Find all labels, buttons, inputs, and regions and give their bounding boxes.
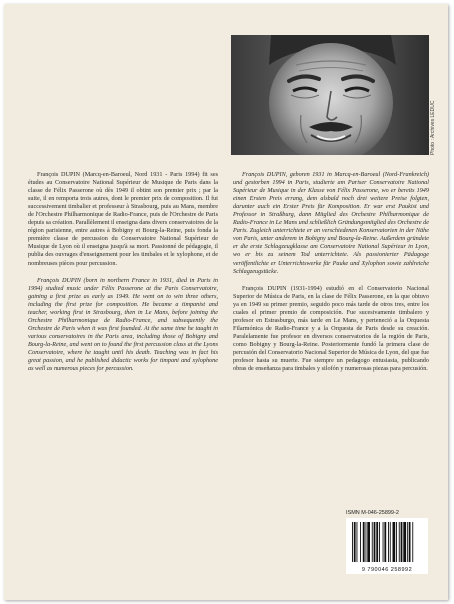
barcode-bar bbox=[393, 522, 396, 562]
barcode-bar bbox=[367, 522, 370, 562]
barcode-bar bbox=[360, 522, 361, 562]
barcode-bar bbox=[352, 522, 353, 562]
barcode-bar bbox=[372, 522, 373, 562]
left-text-column bbox=[28, 171, 218, 382]
barcode-bar bbox=[396, 522, 397, 562]
barcode-bar bbox=[383, 522, 384, 562]
barcode-bar bbox=[354, 522, 356, 562]
barcode-bars bbox=[346, 518, 428, 566]
biography-german: François DUPIN, geboren 1931 in Marcq-en-Baroeul (Nord-Frankreich) und gestorben 1994 in Paris, studierte am Pariser Conservatoire National Supérieur de Musique in der Klasse von Félix Passerone, wo er bereits 1949 einen Ersten Preis errang, dem alsbald noch drei weitere Preise folgten, darunter auch ein Erster Preis für Komposition. Er war erst Paukist und Professor in Straßburg, dann Mitglied des Orchestre Philharmonique de Radio-France in Le Mans und schließlich Gründungsmitglied des Orchestre de Paris. Zugleich unterrichtete er an verschiedenen Konservatorien in der Nähe von Paris, unter anderem in Bobigny und Bourg-la-Reine. Außerdem gründete er die erste Schlagzeugklasse am Conservatoire National Supérieur in Lyon, wo er bis zu seinem Tod unterrichtete. Als passionierter Pädagoge veröffentlichte er Unterrichtswerke für Pauke und Xylophon sowie zahlreiche Schlagzeugstücke. bbox=[233, 171, 429, 275]
right-text-column bbox=[233, 171, 429, 382]
barcode-bar bbox=[379, 522, 380, 562]
biography-spanish: François DUPIN (1931-1994) estudió en el Conservatorio Nacional Superior de Música de Paris, en la clase de Félix Passerone, en la que obtuvo ya en 1949 su primer premio, seguido poco más tarde de otros tres, entre los cuales el primer premio de composición. Fue sucesivamente timbalero y profesor en Estrasburgo, más tarde en Le Mans, y perteneció a la Orquesta Filarmónica de Radio-France y a la Orquesta de Paris desde su creación. Paralelamente fue profesor en diversos conservatorios de la región de Paris, como Bobigny y Bourg-la-Reine. Posteriormente fundó la primera clase de percusión del Conservatorio Nacional Superior de Música de Lyon, del que fue profesor hasta su muerte. Fue siempre un pedagogo entusiasta, publicando obras de enseñanza para timbales y silofón y numerosas piezas para percusión. bbox=[233, 284, 429, 373]
barcode-bar bbox=[401, 522, 403, 562]
barcode-number: 9 790046 258992 bbox=[361, 567, 413, 573]
barcode-bar bbox=[357, 522, 358, 562]
barcode-bar bbox=[384, 522, 386, 562]
composer-portrait-photo bbox=[231, 35, 429, 155]
barcode-bar bbox=[399, 522, 400, 562]
ismn-code: ISMN M-046-25899-2 bbox=[346, 510, 399, 516]
biography-english: François DUPIN (born in northern France in 1931, died in Paris in 1994) studied music under Félix Passerone at the Paris Conservatoire, gaining a first prize as early as 1949. He went on to win three others, including the first prize for composition. He became a timpanist and teacher, working first in Strasbourg, then in Le Mans, before joining the Orchestre Philharmonique de Radio-France, and subsequently the Orchestre de Paris when it was first founded. At the same time he taught in various conservatoires in the Paris area, including those of Bobigny and Bourg-la-Reine, and went on to found the first percussion class at the Lyons Conservatoire, where he taught until his death. Teaching was in fact his great passion, and he published didactic works for timpani and xylophone as well as numerous pieces for percussion. bbox=[28, 276, 218, 373]
barcode-bar bbox=[403, 522, 406, 562]
barcode-bar bbox=[376, 522, 378, 562]
barcode-bar bbox=[363, 522, 365, 562]
barcode-bar bbox=[409, 522, 411, 562]
barcode-bar bbox=[374, 522, 376, 562]
barcode-bar bbox=[366, 522, 367, 562]
photo-credit: Photo : Archives LEDUC bbox=[430, 100, 436, 155]
barcode-bar bbox=[388, 522, 389, 562]
barcode-bar bbox=[390, 522, 391, 562]
barcode bbox=[346, 518, 428, 574]
back-cover-page bbox=[4, 4, 448, 600]
biography-french: François DUPIN (Marcq-en-Baroeul, Nord 1931 - Paris 1994) fit ses études au Conservatoire National Supérieur de Musique de Paris dans la classe de Félix Passerone où dès 1949 il obtint son premier prix ; par la suite, il en remporta trois autres, dont le premier prix de composition. Il fut successivement timbalier et professeur à Strasbourg, puis au Mans, membre de l'Orchestre Philharmonique de Radio-France, puis de l'Orchestre de Paris depuis sa création. Parallèlement il enseigna dans divers conservatoires de la région parisienne, entre autres à Bobigny et Bourg-la-Reine, puis fonda la première classe de percussion du Conservatoire National Supérieur de Musique de Lyon où il enseigna jusqu'à sa mort. Passionné de pédagogie, il publia des ouvrages d'enseignement pour les timbales et le xylophone, et de nombreuses pièces pour percussion. bbox=[28, 171, 218, 267]
barcode-bar bbox=[407, 522, 408, 562]
barcode-bar bbox=[412, 522, 413, 562]
